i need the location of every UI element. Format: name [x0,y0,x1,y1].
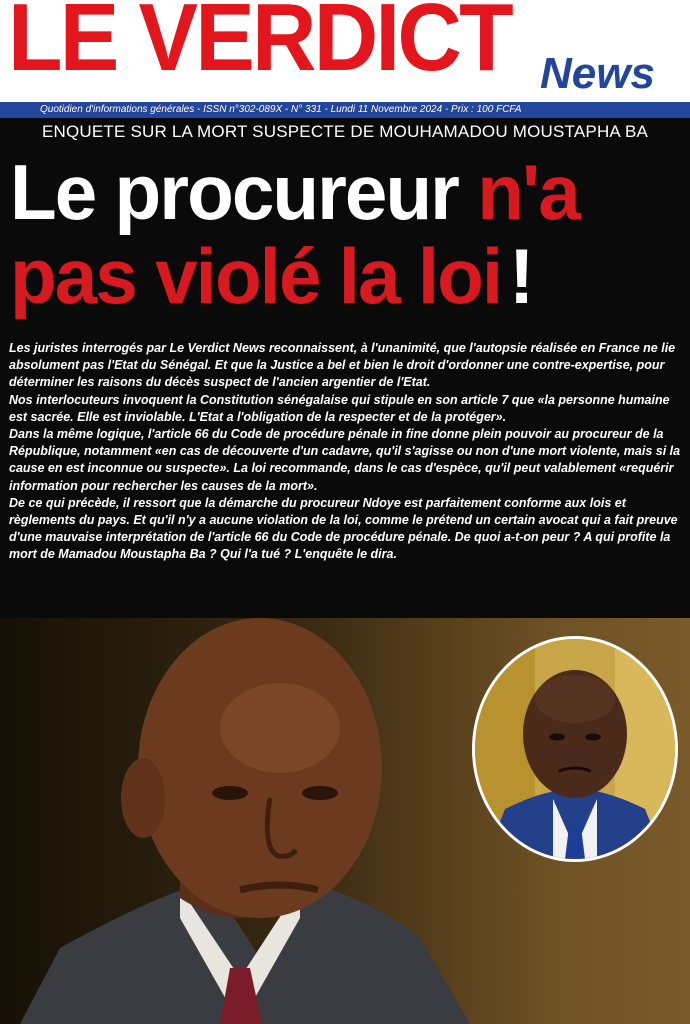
prosecutor-portrait [0,618,480,1024]
article-paragraph: Dans la même logique, l'article 66 du Code de procédure pénale in fine donne plein pouvoir au procureur de la République, notamment «en cas de découverte d'un cadavre, qu'il s'agisse ou non d'une mort violente, mais si la cause en est inconnue ou suspecte». La loi recommande, dans le cas d'espèce, qu'il peut valablement «requérir information pour rechercher les causes de la mort». [9,427,681,493]
article-paragraph: Nos interlocuteurs invoquent la Constitution sénégalaise qui stipule en son article 7 que «la personne humaine est sacrée. Elle est inviolable. L'Etat a l'obligation de la respecter et de la protéger». [9,392,670,424]
headline-line-2 [10,234,676,318]
headline-part-3: pas violé la loi [10,232,502,320]
article-paragraph: Les juristes interrogés par Le Verdict News reconnaissent, à l'unanimité, que l'autopsie réalisée en France ne lie absolument pas l'Etat du Sénégal. Et que la Justice a bel et bien le droit d'ordonner une contre-expertise, pour déterminer les raisons du décès suspect de l'ancien argentier de l'Etat. [9,341,676,390]
headline-part-1: Le procureur [10,148,478,236]
kicker-headline: ENQUETE SUR LA MORT SUSPECTE DE MOUHAMADOU MOUSTAPHA BA [41,122,649,141]
minister-portrait [475,639,675,859]
main-headline [10,150,676,318]
newspaper-title: LE VERDICT [8,0,511,91]
inset-portrait [472,636,678,862]
issue-info: Quotidien d'informations générales - ISSN n°302-089X - N° 331 - Lundi 11 Novembre 2024 - Prix : 100 FCFA [40,104,522,115]
newspaper-subtitle: News [540,49,655,98]
article-text [9,340,681,564]
headline-part-2: n'a [477,148,579,236]
masthead [0,0,690,104]
issue-info-bar [0,102,690,118]
headline-line-1 [10,150,676,234]
article-paragraph: De ce qui précède, il ressort que la démarche du procureur Ndoye est parfaitement conforme aux lois et règlements du pays. Et qu'il n'y a aucune violation de la loi, comme le prétend un certain avocat qui a fait preuve d'une mauvaise interprétation de l'article 66 du Code de procédure pénale. De quoi a-t-on peur ? A qui profite la mort de Mamadou Moustapha Ba ? Qui l'a tué ? L'enquête le dira. [9,495,678,562]
headline-exclamation: ! [509,232,533,320]
